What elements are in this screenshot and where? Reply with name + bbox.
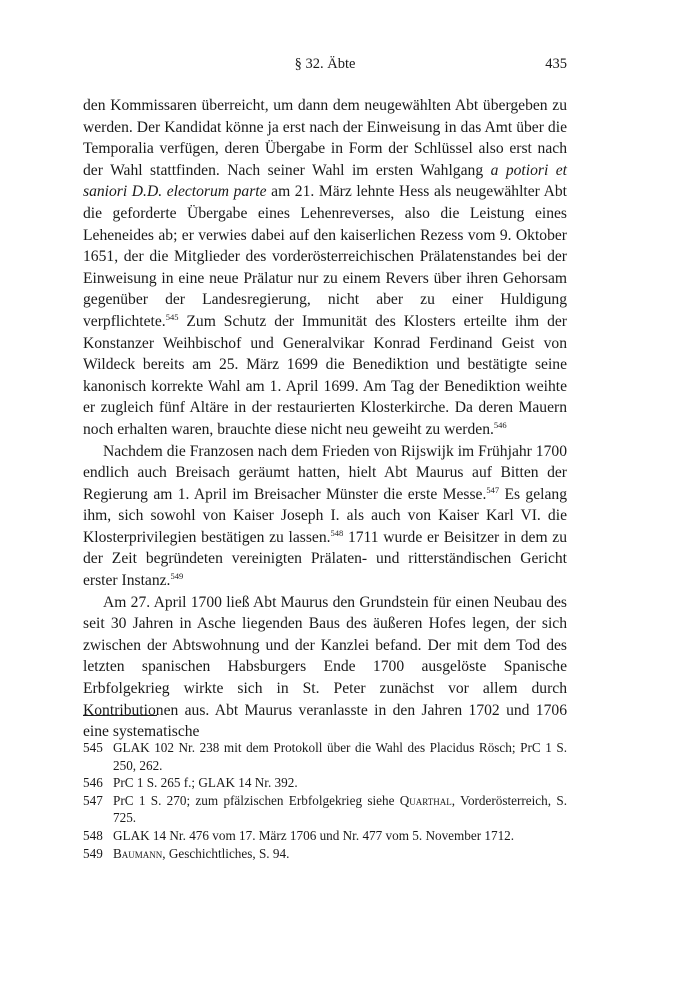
footnote-ref-548[interactable]: 548 bbox=[330, 527, 344, 538]
footnote-546 bbox=[83, 774, 567, 792]
paragraph-3: Am 27. April 1700 ließ Abt Maurus den Grundstein für einen Neubau des seit 30 Jahren in Asche liegenden Baus des äußeren Hofes legen, der sich zwischen der Abtswohnung und der Kanzlei befand. Der mit dem Tod des letzten spanischen Habsburgers Ende 1700 ausgelöste Spanische Erbfolgekrieg wirkte sich in St. Peter zunächst vor allem durch Kontributionen aus. Abt Maurus veranlasste in den Jahren 1702 und 1706 eine systematische bbox=[83, 593, 567, 741]
footnote-text: PrC 1 S. 265 f.; GLAK 14 Nr. 392. bbox=[113, 775, 298, 791]
footnote-number: 549 bbox=[83, 845, 103, 861]
footnote-number: 548 bbox=[83, 827, 103, 843]
footnote-text-post: , Vorderösterreich, S. 725. bbox=[113, 792, 567, 826]
paragraph-2-text-b: Es gelang ihm, sich sowohl von Kaiser Joseph I. als auch von Kaiser Karl VI. die Klosterprivilegien bestätigen zu lassen. bbox=[83, 485, 567, 546]
footnote-545 bbox=[83, 739, 567, 774]
page bbox=[83, 56, 567, 743]
footnote-number: 545 bbox=[83, 740, 103, 755]
paragraph-1-text-a: den Kommissaren überreicht, um dann dem neugewählten Abt übergeben zu werden. Der Kandidat könne ja erst nach der Einweisung in das Amt über die Temporalia verfügen, deren Übergabe in Form der Schlüssel also erst nach der Wahl stattfinden. Nach seiner Wahl im ersten Wahlgang bbox=[83, 97, 567, 179]
paragraph-1-text-d: Zum Schutz der Immunität des Klosters erteilte ihm der Konstanzer Weihbischof und Generalvikar Konrad Ferdinand Geist von Wildeck bereits am 25. März 1699 die Benediktion und bestätigte seine kanonisch korrekte Wahl am 1. April 1699. Am Tag der Benediktion weihte er zugleich fünf Altäre in der restaurierten Klosterkirche. Da deren Mauern noch erhalten waren, brauchte diese nicht neu geweiht zu werden. bbox=[83, 312, 567, 438]
footnote-text: GLAK 102 Nr. 238 mit dem Protokoll über die Wahl des Placidus Rösch; PrC 1 S. 250, 262. bbox=[113, 740, 567, 773]
body-text bbox=[83, 95, 567, 743]
paragraph-2 bbox=[83, 441, 567, 592]
footnote-separator bbox=[83, 715, 157, 716]
paragraph-1 bbox=[83, 95, 567, 441]
running-title: § 32. Äbte bbox=[294, 56, 356, 72]
paragraph-1-text-c: am 21. März lehnte Hess als neugewählter Abt die geforderte Übergabe eines Lehenreverses, also die Leistung eines Leheneides ab; er verwies dabei auf den kaiserlichen Rezess vom 9. Oktober 1651, der die Mitglieder des vorderösterreichischen Prälatenstandes bei der Einweisung in eine neue Prälatur nur zu einem Revers über ihren Gehorsam gegenüber der Landesregierung, nicht aber zu einer Huldigung verpflichtete. bbox=[83, 183, 567, 330]
footnote-ref-545[interactable]: 545 bbox=[165, 311, 179, 322]
paragraph-2-text-a: Nachdem die Franzosen nach dem Frieden von Rijswijk im Frühjahr 1700 endlich auch Breisach geräumt hatten, hielt Abt Maurus auf Bitten der Regierung am 1. April im Breisacher Münster die erste Messe. bbox=[83, 442, 567, 503]
footnote-549 bbox=[83, 845, 567, 863]
paragraph-2-text-c: 1711 wurde er Beisitzer in dem zu der Zeit begründeten vereinigten Prälaten- und ritterständischen Gericht erster Instanz. bbox=[83, 528, 567, 590]
latin-phrase: a potiori et saniori D.D. electorum parte bbox=[83, 161, 567, 201]
page-number: 435 bbox=[545, 56, 567, 72]
footnote-text-post: , Geschichtliches, S. 94. bbox=[162, 845, 290, 861]
footnote-text: GLAK 14 Nr. 476 vom 17. März 1706 und Nr. 477 vom 5. November 1712. bbox=[113, 827, 515, 843]
footnotes bbox=[83, 739, 567, 862]
footnote-author: Quarthal bbox=[399, 792, 452, 808]
footnote-548 bbox=[83, 827, 567, 845]
footnote-ref-549[interactable]: 549 bbox=[170, 571, 184, 582]
footnote-text-pre: PrC 1 S. 270; zum pfälzischen Erbfolgekrieg siehe bbox=[113, 792, 400, 808]
footnote-547 bbox=[83, 792, 567, 827]
footnote-ref-547[interactable]: 547 bbox=[486, 484, 500, 495]
footnote-ref-546[interactable]: 546 bbox=[493, 419, 507, 430]
footnote-number: 546 bbox=[83, 775, 103, 791]
footnote-number: 547 bbox=[83, 792, 103, 808]
footnote-author: Baumann bbox=[113, 845, 163, 861]
running-head bbox=[83, 56, 567, 78]
